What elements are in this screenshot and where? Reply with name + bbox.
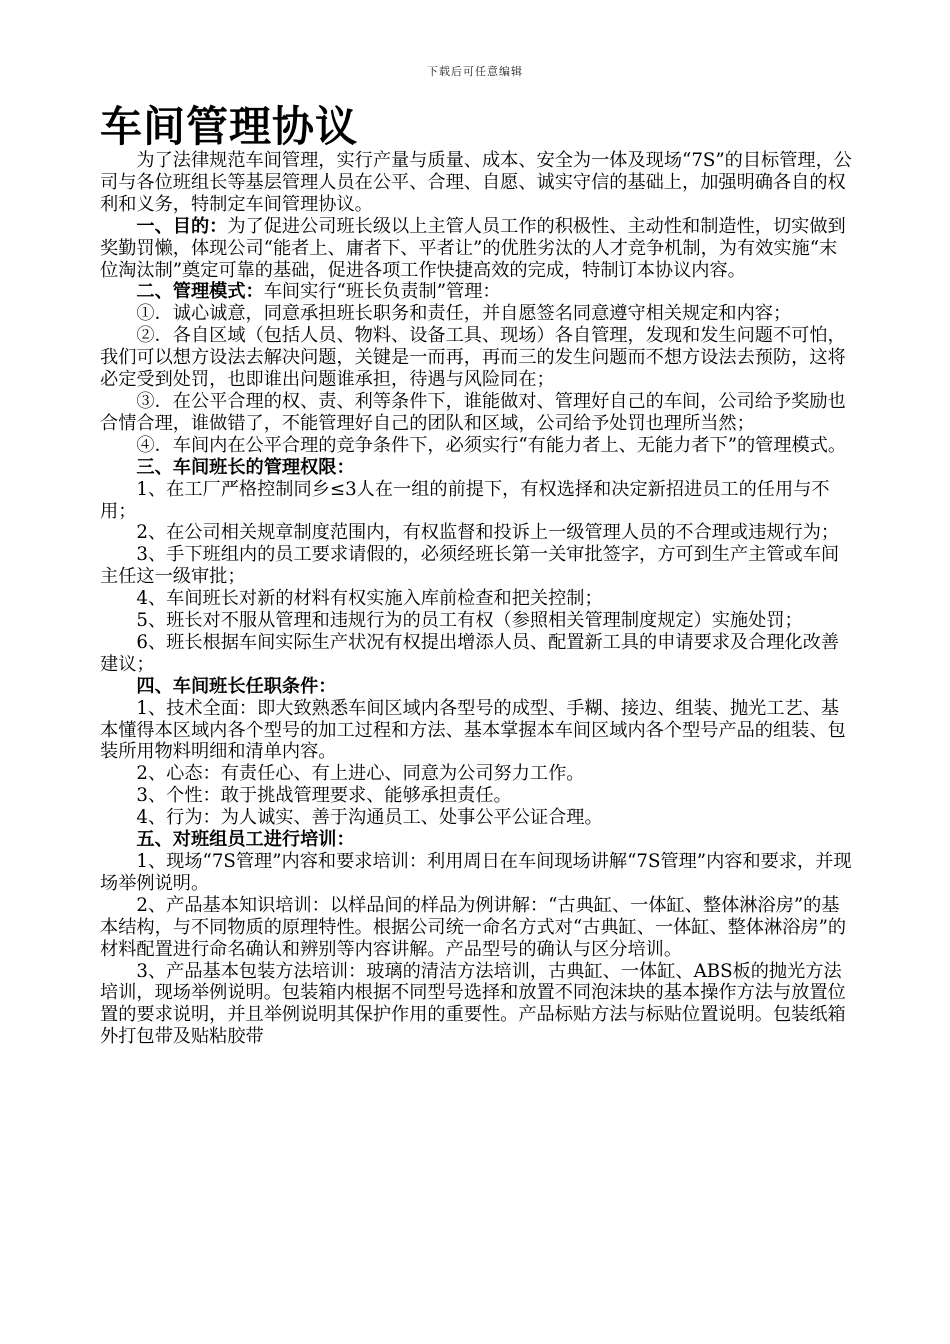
- document-body: [100, 150, 855, 1048]
- list-item: 3、产品基本包装方法培训：玻璃的清洁方法培训，古典缸、一体缸、ABS板的抛光方法培训，现场举例说明。包装箱内根据不同型号选择和放置不同泡沫块的基本操作方法与放置位置的要求说明，并且举例说明其保护作用的重要性。产品标贴方法与标贴位置说明。包装纸箱外打包带及贴粘胶带: [100, 960, 846, 1048]
- page-header-note: 下载后可任意编辑: [427, 65, 523, 78]
- section-management-mode: [100, 281, 855, 303]
- list-item: ④．车间内在公平合理的竞争条件下，必须实行“有能力者上、无能力者下”的管理模式。: [136, 434, 847, 456]
- intro-paragraph: 为了法律规范车间管理，实行产量与质量、成本、安全为一体及现场“7S”的目标管理，公司与各位班组长等基层管理人员在公平、合理、自愿、诚实守信的基础上，加强明确各自的权利和义务，特制定车间管理协议。: [100, 150, 852, 215]
- section-heading: 二、管理模式：: [136, 281, 264, 303]
- list-item: 1、现场“7S管理”内容和要求培训：利用周日在车间现场讲解“7S管理”内容和要求，并现场举例说明。: [100, 851, 852, 894]
- section-purpose: [100, 216, 855, 282]
- list-item: 4、车间班长对新的材料有权实施入库前检查和把关控制；: [136, 588, 603, 610]
- document-title: 车间管理协议: [100, 102, 359, 151]
- list-item: ②．各自区域（包括人员、物料、设备工具、现场）各自管理，发现和发生问题不可怕，我们可以想方设法去解决问题，关键是一而再，再而三的发生问题而不想方设法去预防，这将必定受到处罚，也即谁出问题谁承担，待遇与风险同在；: [100, 325, 846, 391]
- list-item: 2、产品基本知识培训：以样品间的样品为例讲解：“古典缸、一体缸、整体淋浴房”的基本结构，与不同物质的原理特性。根据公司统一命名方式对“古典缸、一体缸、整体淋浴房”的材料配置进行命名确认和辨别等内容讲解。产品型号的确认与区分培训。: [100, 894, 847, 960]
- list-item: 4、行为：为人诚实、善于沟通员工、处事公平公证合理。: [136, 807, 603, 829]
- section-heading: 一、目的：: [136, 215, 228, 237]
- list-item: 6、班长根据车间实际生产状况有权提出增添人员、配置新工具的申请要求及合理化改善建议；: [100, 631, 840, 675]
- list-item: 2、心态：有责任心、有上进心、同意为公司努力工作。: [136, 763, 585, 785]
- section-heading: 四、车间班长任职条件：: [136, 675, 337, 697]
- list-item: ①．诚心诚意，同意承担班长职务和责任，并自愿签名同意遵守相关规定和内容；: [136, 303, 792, 325]
- list-item: 3、个性：敢于挑战管理要求、能够承担责任。: [136, 785, 512, 807]
- list-item: 1、在工厂严格控制同乡≤3人在一组的前提下，有权选择和决定新招进员工的任用与不用；: [100, 478, 830, 522]
- section-heading: 五、对班组员工进行培训：: [136, 829, 355, 851]
- list-item: 5、班长对不服从管理和违规行为的员工有权（参照相关管理制度规定）实施处罚；: [136, 610, 803, 632]
- section-text: 车间实行“班长负责制”管理：: [263, 281, 501, 303]
- section-text: 为了促进公司班长级以上主管人员工作的积极性、主动性和制造性，切实做到奖勤罚懒，体现公司“能者上、庸者下、平者让”的优胜劣汰的人才竞争机制，为有效实施“末位淘汰制”奠定可靠的基础，促进各项工作快捷高效的完成，特制订本协议内容。: [100, 215, 846, 281]
- list-item: ③．在公平合理的权、责、利等条件下，谁能做对、管理好自己的车间，公司给予奖励也合情合理，谁做错了，不能管理好自己的团队和区域，公司给予处罚也理所当然；: [100, 390, 846, 434]
- section-heading: 三、车间班长的管理权限：: [136, 456, 355, 478]
- list-item: 1、技术全面：即大致熟悉车间区域内各型号的成型、手糊、接边、组装、抛光工艺、基本懂得本区域内各个型号的加工过程和方法、基本掌握本车间区域内各个型号产品的组装、包装所用物料明细和清单内容。: [100, 697, 846, 763]
- list-item: 3、手下班组内的员工要求请假的，必须经班长第一关审批签字，方可到生产主管或车间主任这一级审批；: [100, 544, 840, 588]
- list-item: 2、在公司相关规章制度范围内，有权监督和投诉上一级管理人员的不合理或违规行为；: [136, 522, 840, 544]
